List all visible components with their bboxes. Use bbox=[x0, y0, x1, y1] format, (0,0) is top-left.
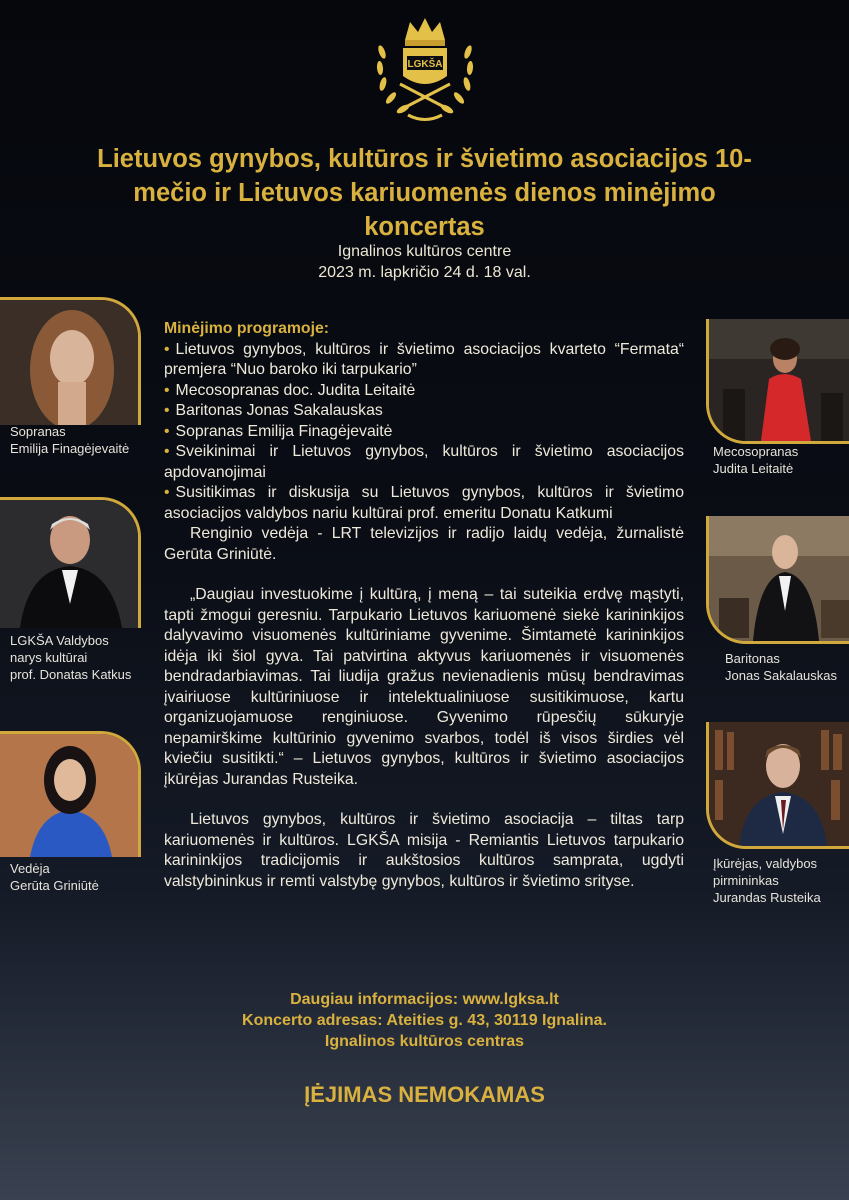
caption-soprano: Sopranas Emilija Finagėjevaitė bbox=[10, 424, 130, 456]
photo-mezzo bbox=[706, 319, 849, 444]
caption-mezzo: Mecosopranas Judita Leitaitė bbox=[713, 444, 799, 476]
photo-baritone bbox=[706, 516, 849, 644]
caption-founder: Įkūrėjas, valdybos pirmininkas Jurandas Rusteika bbox=[713, 856, 821, 905]
lgksa-logo bbox=[372, 14, 478, 126]
program-item: • Susitikimas ir diskusija su Lietuvos gynybos, kultūros ir švietimo asociacijos valdybos nariu kultūrai prof. emeritu Donatu Katkumi bbox=[164, 484, 684, 522]
main-text bbox=[164, 319, 684, 892]
host-note: Renginio vedėja - LRT televizijos ir radijo laidų vedėja, žurnalistė Gerūta Griniūtė. bbox=[164, 525, 684, 563]
free-entry: ĮĖJIMAS NEMOKAMAS bbox=[304, 1082, 545, 1107]
website-line: Daugiau informacijos: www.lgksa.lt bbox=[290, 991, 559, 1008]
caption-baritone: Baritonas Jonas Sakalauskas bbox=[725, 651, 838, 683]
caption-host: Vedėja Gerūta Griniūtė bbox=[10, 861, 99, 893]
photo-katkus bbox=[0, 497, 141, 628]
caption-katkus: LGKŠA Valdybos narys kultūrai prof. Donatas Katkus bbox=[10, 633, 132, 682]
venue-text: Ignalinos kultūros centre bbox=[337, 243, 512, 260]
photo-soprano bbox=[0, 297, 141, 425]
mission-paragraph: Lietuvos gynybos, kultūros ir švietimo asociacija – tiltas tarp kariuomenės ir kultūros. LGKŠA misija - Remiantis Lietuvos tarpukario karininkijos tradicijomis ir aukštosios kultūros samprata, ugdyti valstybininkus ir remti valstybę gynybos, kultūros ir švietimo srityse. bbox=[164, 811, 684, 890]
datetime-text: 2023 m. lapkričio 24 d. 18 val. bbox=[318, 264, 531, 281]
event-venue-date bbox=[40, 241, 809, 283]
event-title: Lietuvos gynybos, kultūros ir švietimo asociacijos 10- mečio ir Lietuvos kariuomenės dienos minėjimo koncertas bbox=[97, 145, 752, 241]
program-heading: Minėjimo programoje: bbox=[164, 320, 330, 337]
venue-line: Ignalinos kultūros centras bbox=[324, 1033, 525, 1050]
svg-text:LGKŠA: LGKŠA bbox=[407, 59, 443, 70]
program-item: • Mecosopranas doc. Judita Leitaitė bbox=[164, 381, 416, 399]
program-item: • Sopranas Emilija Finagėjevaitė bbox=[164, 422, 393, 440]
photo-host bbox=[0, 731, 141, 857]
quote-paragraph: „Daugiau investuokime į kultūrą, į meną – tai suteikia erdvę mąstyti, tapti žmogui geresniu. Tarpukario Lietuvos kariuomenė siekė karininkijos dalyvavimo visuomenės kultūriniame gyvenime. Šimtametė karininkijos idėja iki šiol gyva. Tai patvirtina aktyvus kariuomenės ir visuomenės bendradarbiavimas. Tai liudija gražus nevienadienis mūsų bendravimas įvairiuose kultūriniuose ir intelektualiniuose susitikimuose, kartu organizuojamuose renginiuose. Gyvenimo rūpesčių sūkuryje nepamirškime kultūrinio gyvenimo svarbos, todėl iš visos širdies vėl kviečiu susitikti.“ – Lietuvos gynybos, kultūros ir švietimo asociacijos įkūrėjas Jurandas Rusteika. bbox=[164, 586, 684, 788]
program-item: • Lietuvos gynybos, kultūros ir švietimo asociacijos kvarteto “Fermata“ premjera “Nuo baroko iki tarpukario” bbox=[164, 340, 684, 378]
address-line: Koncerto adresas: Ateities g. 43, 30119 Ignalina. bbox=[242, 1012, 607, 1029]
program-item: • Sveikinimai ir Lietuvos gynybos, kultūros ir švietimo asociacijos apdovanojimai bbox=[164, 443, 684, 481]
contact-info bbox=[40, 989, 809, 1052]
program-item: • Baritonas Jonas Sakalauskas bbox=[164, 402, 383, 419]
photo-founder bbox=[706, 722, 849, 849]
